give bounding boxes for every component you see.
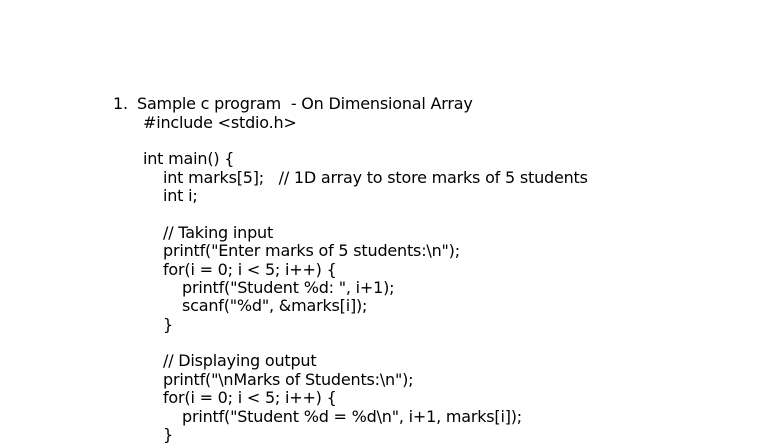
code-line-comment-output: // Displaying output [163, 351, 317, 370]
code-line-close-brace-2: } [163, 425, 173, 444]
code-line-comment-input: // Taking input [163, 223, 274, 242]
list-heading: Sample c program - On Dimensional Array [137, 94, 473, 113]
code-line-marks-decl: int marks[5]; // 1D array to store marks of 5 students [163, 168, 588, 187]
code-line-scanf: scanf("%d", &marks[i]); [182, 296, 368, 315]
code-line-printf-student: printf("Student %d: ", i+1); [182, 278, 395, 297]
code-line-printf-marks: printf("Student %d = %d\n", i+1, marks[i]); [182, 407, 522, 426]
code-line-i-decl: int i; [163, 186, 198, 205]
code-line-printf-prompt: printf("Enter marks of 5 students:\n"); [163, 241, 460, 260]
code-line-close-brace-1: } [163, 315, 173, 334]
list-number: 1. [113, 94, 128, 113]
code-line-main: int main() { [143, 149, 235, 168]
code-line-for-input: for(i = 0; i < 5; i++) { [163, 260, 337, 279]
code-line-for-output: for(i = 0; i < 5; i++) { [163, 388, 337, 407]
code-line-include: #include <stdio.h> [143, 113, 297, 132]
code-line-printf-header: printf("\nMarks of Students:\n"); [163, 370, 414, 389]
